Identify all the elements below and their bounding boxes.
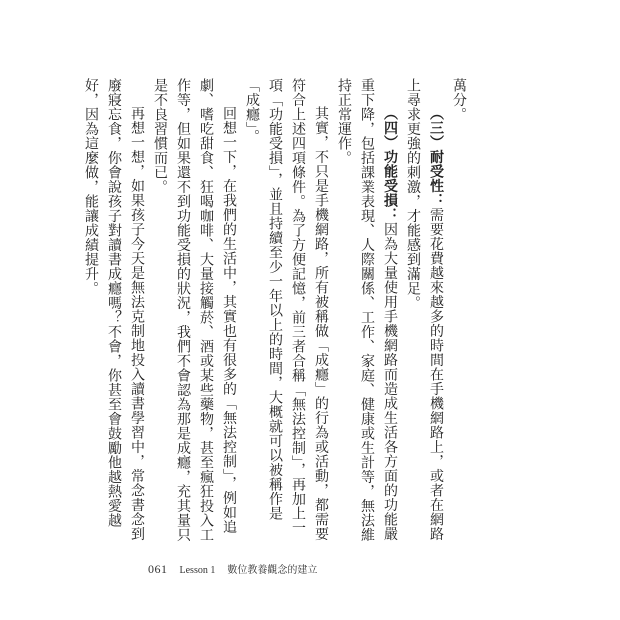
paragraph-5: 回想一下，在我們的生活中，其實也有很多的「無法控制」，例如追劇、嗜吃甜食、狂喝咖啡、大量接觸菸、酒或某些藥物，甚至瘋狂投入工作等，但如果還不到功能受損的狀況，我們不會認為那是成癮，充其量只是不良習慣而已。 bbox=[152, 78, 237, 542]
tolerance-text: 需要花費越來越多的時間在手機網路上，或者在網路上尋求更強的刺激，才能感到滿足。 bbox=[405, 78, 444, 541]
paragraph-impairment bbox=[332, 78, 401, 548]
lesson-label: Lesson 1 bbox=[179, 565, 216, 576]
tolerance-label: （三）耐受性： bbox=[428, 106, 444, 208]
impairment-text: 因為大量使用手機網路而造成生活各方面的功能嚴重下降，包括課業表現、人際關係、工作、家庭、健康或生計等，無法維持正常運作。 bbox=[336, 78, 398, 542]
paragraph-1: 萬分。 bbox=[451, 78, 467, 122]
paragraph-4: 其實，不只是手機網路，所有被稱做「成癮」的行為或活動，都需要符合上述四項條件。為了方便記憶，前三者合稱「無法控制」，再加上一項「功能受損」，並且持續至少一年以上的時間，大概就可以被稱作是「成癮」。 bbox=[244, 78, 329, 541]
page-footer bbox=[148, 561, 317, 577]
chapter-title: 數位教養觀念的建立 bbox=[227, 565, 318, 576]
impairment-label: （四）功能受損： bbox=[382, 106, 398, 222]
page-number: 061 bbox=[148, 562, 168, 576]
vertical-text-block bbox=[79, 78, 470, 548]
paragraph-6: 再想一想，如果孩子今天是無法克制地投入讀書學習中，常念書念到廢寢忘食，你會說孩子對讀書成癮嗎？不會，你甚至會鼓勵他越熱愛越好，因為這麼做，能讓成績提升。 bbox=[83, 78, 145, 541]
paragraph-tolerance bbox=[401, 78, 447, 548]
